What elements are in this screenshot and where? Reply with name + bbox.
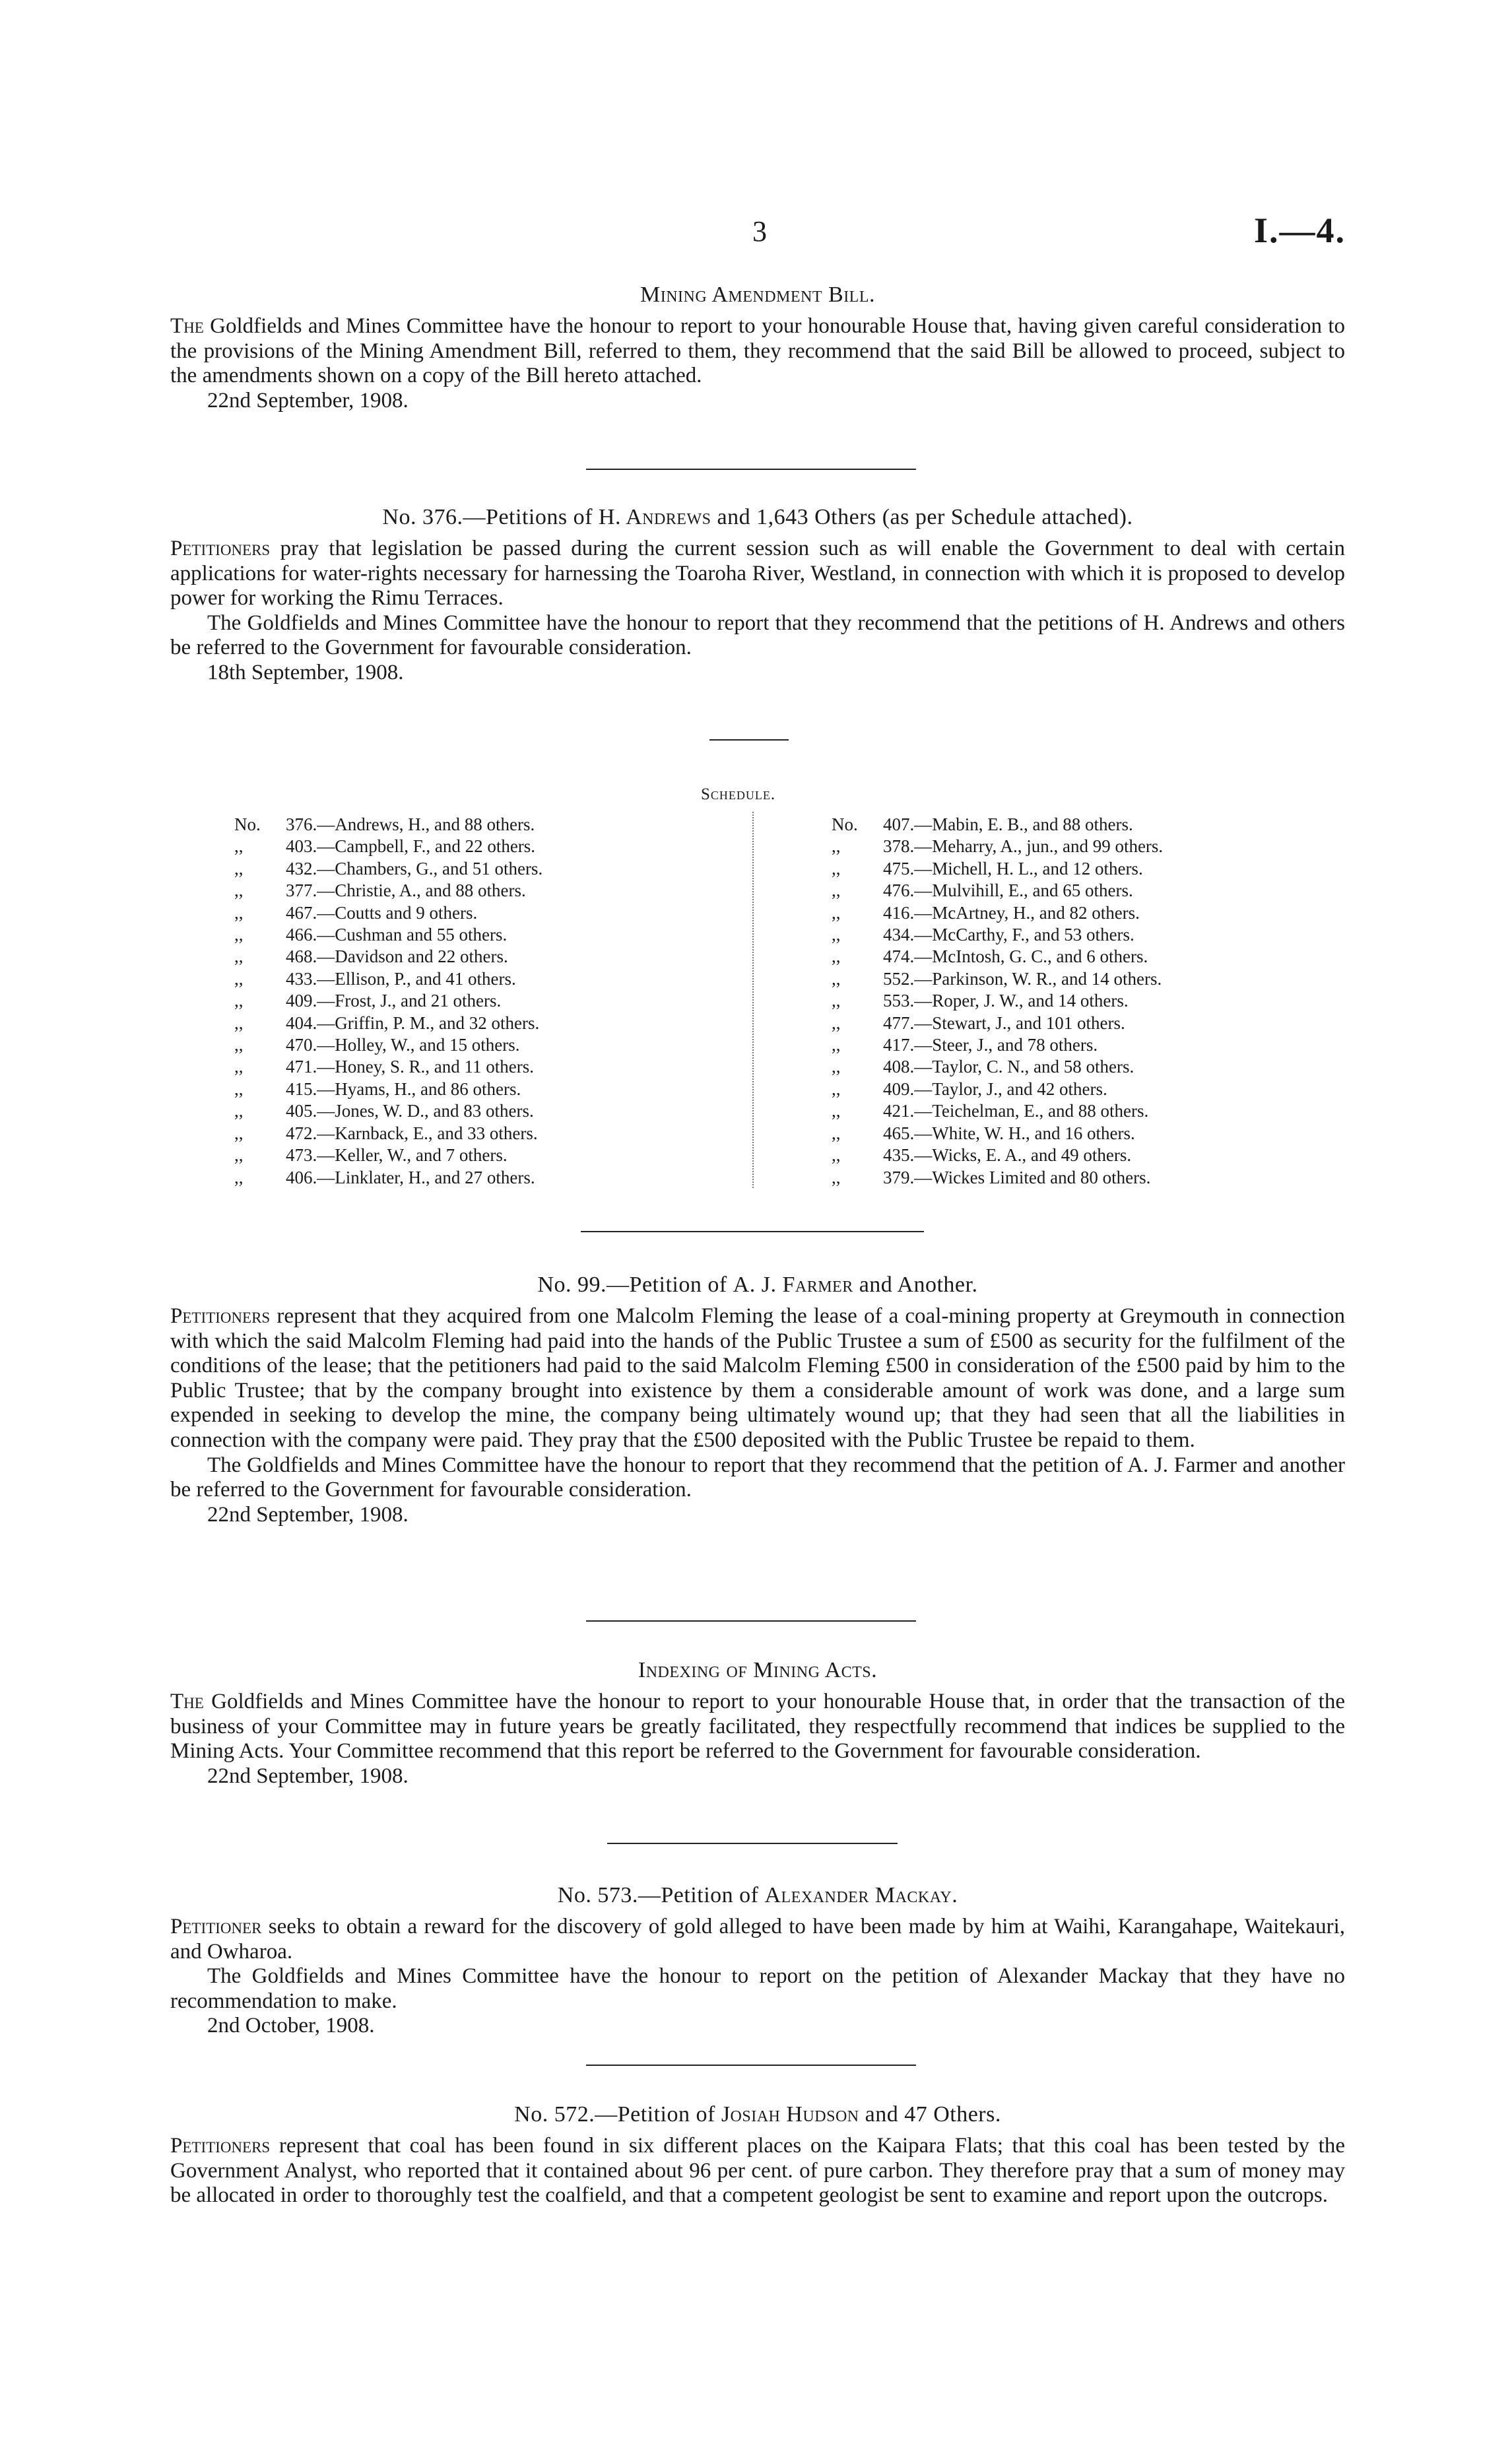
section-heading: Indexing of Mining Acts. bbox=[638, 1658, 878, 1682]
schedule-entry-prefix: ,, bbox=[832, 1101, 841, 1121]
page-number: 3 bbox=[752, 215, 767, 248]
schedule-entry bbox=[832, 814, 1163, 836]
heading-name: H. Andrews bbox=[598, 505, 711, 529]
section-heading bbox=[170, 1883, 1345, 1908]
heading-name: Alexander Mackay bbox=[764, 1883, 952, 1907]
schedule-entry bbox=[832, 1100, 1163, 1122]
schedule-entry bbox=[234, 1078, 542, 1100]
heading-suffix: and 1,643 Others (as per Schedule attached). bbox=[711, 505, 1133, 529]
schedule-entry-prefix: ,, bbox=[234, 1101, 244, 1121]
schedule-entry-text: 378.—Meharry, A., jun., and 99 others. bbox=[883, 836, 1164, 857]
section-body bbox=[170, 537, 1345, 611]
schedule-entry bbox=[832, 902, 1163, 924]
schedule-left-column bbox=[234, 814, 542, 1189]
schedule-entry bbox=[234, 1012, 542, 1034]
body-text: represent that they acquired from one Malcolm Fleming the lease of a coal-mining property at Greymouth in connection with which the said Malcolm Fleming had paid into the hands of the Public Trustee a sum of £500 as security for the fulfilment of the conditions of the lease; that the petitioners had paid to the said Malcolm Fleming £500 in consideration of the £500 paid by him to the Public Trustee; that by the company brought into existence by them a considerable amount of work was done, and a large sum expended in seeking to develop the mine, the company being ultimately wound up; that they had seen that all the liabilities in connection with the company were paid. They pray that the £500 deposited with the Public Trustee be repaid to them. bbox=[170, 1304, 1345, 1452]
schedule-entry-text: 474.—McIntosh, G. C., and 6 others. bbox=[883, 946, 1148, 967]
section-date: 2nd October, 1908. bbox=[207, 2014, 375, 2038]
section-date: 22nd September, 1908. bbox=[207, 1764, 409, 1788]
section-body bbox=[170, 1690, 1345, 1764]
section-heading bbox=[170, 1273, 1345, 1298]
schedule-entry-prefix: ,, bbox=[832, 946, 841, 967]
body-text: Goldfields and Mines Committee have the honour to report to your honourable House that, having given careful consideration to the provisions of the Mining Amendment Bill, referred to them, they recommend that the said Bill be allowed to proceed, subject to the amendments shown on a copy of the Bill hereto attached. bbox=[170, 314, 1345, 388]
schedule-entry-prefix: ,, bbox=[234, 1035, 244, 1055]
schedule-entry-prefix: ,, bbox=[832, 1123, 841, 1143]
schedule-entry-prefix: No. bbox=[234, 814, 261, 834]
heading-name: A. J. Farmer bbox=[733, 1273, 853, 1297]
schedule-entry-prefix: ,, bbox=[234, 836, 244, 857]
section-petition-573 bbox=[170, 1883, 1345, 2039]
section-body bbox=[170, 1915, 1345, 1964]
schedule-entry-text: 470.—Holley, W., and 15 others. bbox=[286, 1035, 520, 1055]
lead-word: Petitioners bbox=[170, 537, 271, 560]
schedule-entry bbox=[234, 814, 542, 836]
schedule-entry-text: 377.—Christie, A., and 88 others. bbox=[286, 880, 526, 901]
schedule-entry-prefix: ,, bbox=[234, 1145, 244, 1166]
schedule-entry bbox=[832, 1123, 1163, 1144]
schedule-entry bbox=[234, 1034, 542, 1056]
schedule-entry bbox=[832, 968, 1163, 990]
schedule-entry-prefix: ,, bbox=[832, 902, 841, 923]
schedule-entry-text: 408.—Taylor, C. N., and 58 others. bbox=[883, 1057, 1134, 1077]
divider bbox=[586, 469, 916, 470]
section-petition-376 bbox=[170, 505, 1345, 686]
schedule-entry-prefix: ,, bbox=[832, 925, 841, 945]
schedule-entry-text: 467.—Coutts and 9 others. bbox=[286, 902, 478, 923]
schedule-entry-text: 379.—Wickes Limited and 80 others. bbox=[883, 1167, 1151, 1187]
schedule-entry-prefix: ,, bbox=[234, 1078, 244, 1099]
schedule-entry-text: 405.—Jones, W. D., and 83 others. bbox=[286, 1101, 534, 1121]
schedule-entry-prefix: ,, bbox=[832, 991, 841, 1011]
lead-word: The bbox=[170, 314, 204, 338]
schedule-entry bbox=[234, 1167, 542, 1189]
schedule-entry-prefix: ,, bbox=[234, 925, 244, 945]
schedule-entry-prefix: No. bbox=[832, 814, 858, 834]
schedule-entry-prefix: ,, bbox=[832, 836, 841, 857]
schedule-entry-text: 477.—Stewart, J., and 101 others. bbox=[883, 1012, 1125, 1033]
schedule-entry bbox=[832, 1012, 1163, 1034]
schedule-entry-prefix: ,, bbox=[234, 880, 244, 901]
lead-word: Petitioners bbox=[170, 1304, 271, 1328]
schedule-entry-text: 473.—Keller, W., and 7 others. bbox=[286, 1145, 508, 1166]
schedule-entry-prefix: ,, bbox=[832, 880, 841, 901]
schedule-entry bbox=[234, 858, 542, 880]
section-heading bbox=[170, 505, 1345, 530]
heading-prefix: No. 99.—Petition of bbox=[537, 1273, 733, 1297]
schedule-entry-text: 435.—Wicks, E. A., and 49 others. bbox=[883, 1145, 1132, 1166]
schedule-right-column bbox=[832, 814, 1163, 1189]
schedule-entry bbox=[234, 1056, 542, 1078]
schedule-entry-prefix: ,, bbox=[832, 1145, 841, 1166]
body-text: represent that coal has been found in six different places on the Kaipara Flats; that this coal has been tested by the Government Analyst, who reported that it contained about 96 per cent. of pure carbon. They therefore pray that a sum of money may be allocated in order to thoroughly test the coalfield, and that a competent geologist be sent to examine and report upon the outcrops. bbox=[170, 2134, 1345, 2208]
heading-prefix: No. 376.—Petitions of bbox=[382, 505, 599, 529]
schedule-entry-prefix: ,, bbox=[234, 968, 244, 989]
schedule-entry-prefix: ,, bbox=[234, 1012, 244, 1033]
schedule-entry-prefix: ,, bbox=[832, 968, 841, 989]
page-reference: I.—4. bbox=[1254, 211, 1346, 250]
section-heading: Mining Amendment Bill. bbox=[640, 282, 876, 307]
schedule-entry bbox=[832, 1034, 1163, 1056]
schedule-entry bbox=[234, 990, 542, 1012]
schedule-entry-text: 466.—Cushman and 55 others. bbox=[286, 925, 508, 945]
schedule-entry-text: 403.—Campbell, F., and 22 others. bbox=[286, 836, 536, 857]
schedule-entry bbox=[832, 836, 1163, 857]
lead-word: Petitioner bbox=[170, 1915, 262, 1938]
section-petition-572 bbox=[170, 2102, 1345, 2208]
schedule-entry bbox=[234, 1123, 542, 1144]
schedule-entry bbox=[234, 902, 542, 924]
schedule-entry-text: 468.—Davidson and 22 others. bbox=[286, 946, 508, 967]
divider bbox=[586, 1620, 916, 1622]
schedule-entry-text: 471.—Honey, S. R., and 11 others. bbox=[286, 1057, 534, 1077]
schedule-entry-prefix: ,, bbox=[832, 1012, 841, 1033]
schedule-entry bbox=[832, 1167, 1163, 1189]
schedule-entry-text: 433.—Ellison, P., and 41 others. bbox=[286, 968, 516, 989]
schedule-entry bbox=[832, 858, 1163, 880]
schedule-entry bbox=[832, 1056, 1163, 1078]
schedule-entry-prefix: ,, bbox=[832, 1057, 841, 1077]
committee-report: The Goldfields and Mines Committee have the honour to report on the petition of Alexander Mackay that they have no recommendation to make. bbox=[170, 1964, 1345, 2013]
schedule-entry-text: 472.—Karnback, E., and 33 others. bbox=[286, 1123, 538, 1143]
section-heading bbox=[170, 2102, 1345, 2127]
section-indexing bbox=[170, 1658, 1345, 1789]
schedule-entry bbox=[832, 924, 1163, 946]
lead-word: The bbox=[170, 1690, 204, 1713]
lead-word: Petitioners bbox=[170, 2134, 271, 2158]
schedule-entry bbox=[832, 1078, 1163, 1100]
heading-suffix: and 47 Others. bbox=[859, 2102, 1001, 2127]
schedule-entry-text: 407.—Mabin, E. B., and 88 others. bbox=[883, 814, 1133, 834]
schedule-entry bbox=[234, 924, 542, 946]
schedule-entry-text: 553.—Roper, J. W., and 14 others. bbox=[883, 991, 1129, 1011]
schedule-entry bbox=[234, 946, 542, 968]
body-text: Goldfields and Mines Committee have the honour to report to your honourable House that, in order that the transaction of the business of your Committee may in future years be greatly facilitated, they respectfully recommend that indices be supplied to the Mining Acts. Your Committee recommend that this report be referred to the Government for favourable consideration. bbox=[170, 1690, 1345, 1764]
schedule-entry bbox=[234, 1144, 542, 1166]
schedule-entry bbox=[234, 968, 542, 990]
committee-report: The Goldfields and Mines Committee have the honour to report that they recommend that the petitions of H. Andrews and others be referred to the Government for favourable consideration. bbox=[170, 611, 1345, 660]
schedule-entry bbox=[234, 880, 542, 902]
schedule-entry-text: 416.—McArtney, H., and 82 others. bbox=[883, 902, 1140, 923]
section-petition-99 bbox=[170, 1273, 1345, 1527]
schedule-entry-text: 406.—Linklater, H., and 27 others. bbox=[286, 1167, 535, 1187]
schedule-entry bbox=[832, 1144, 1163, 1166]
schedule-entry-prefix: ,, bbox=[234, 1167, 244, 1187]
schedule-entry-prefix: ,, bbox=[234, 858, 244, 878]
schedule-column-divider bbox=[752, 812, 754, 1188]
schedule-entry-text: 476.—Mulvihill, E., and 65 others. bbox=[883, 880, 1133, 901]
heading-name: Josiah Hudson bbox=[721, 2102, 859, 2127]
schedule-entry bbox=[234, 836, 542, 857]
schedule-entry-text: 434.—McCarthy, F., and 53 others. bbox=[883, 925, 1134, 945]
schedule-entry bbox=[234, 1100, 542, 1122]
body-text: pray that legislation be passed during the current session such as will enable the Government to deal with certain applications for water-rights necessary for harnessing the Toaroha River, Westland, in connection with which it is proposed to develop power for working the Rimu Terraces. bbox=[170, 537, 1345, 611]
heading-suffix: . bbox=[952, 1883, 958, 1907]
schedule-entry-text: 404.—Griffin, P. M., and 32 others. bbox=[286, 1012, 540, 1033]
section-date: 22nd September, 1908. bbox=[207, 388, 409, 413]
schedule-entry bbox=[832, 880, 1163, 902]
section-body bbox=[170, 2134, 1345, 2208]
schedule-entry-text: 376.—Andrews, H., and 88 others. bbox=[286, 814, 535, 834]
schedule-entry-text: 475.—Michell, H. L., and 12 others. bbox=[883, 858, 1143, 878]
schedule-entry-prefix: ,, bbox=[832, 1035, 841, 1055]
schedule-entry-prefix: ,, bbox=[234, 1123, 244, 1143]
schedule-entry-text: 409.—Taylor, J., and 42 others. bbox=[883, 1078, 1107, 1099]
schedule-entry-text: 465.—White, W. H., and 16 others. bbox=[883, 1123, 1135, 1143]
section-date: 22nd September, 1908. bbox=[207, 1502, 409, 1527]
schedule-title: Schedule. bbox=[701, 785, 776, 803]
schedule-entry-text: 415.—Hyams, H., and 86 others. bbox=[286, 1078, 521, 1099]
schedule-entry-prefix: ,, bbox=[832, 1167, 841, 1187]
schedule-entry-text: 417.—Steer, J., and 78 others. bbox=[883, 1035, 1098, 1055]
schedule-entry-prefix: ,, bbox=[234, 1057, 244, 1077]
section-body bbox=[170, 314, 1345, 389]
heading-prefix: No. 573.—Petition of bbox=[557, 1883, 765, 1907]
divider bbox=[586, 2065, 916, 2066]
body-text: seeks to obtain a reward for the discovery of gold alleged to have been made by him at Waihi, Karangahape, Waitekauri, and Owharoa. bbox=[170, 1915, 1345, 1964]
section-body bbox=[170, 1304, 1345, 1453]
schedule-entry-text: 432.—Chambers, G., and 51 others. bbox=[286, 858, 543, 878]
schedule-entry-text: 421.—Teichelman, E., and 88 others. bbox=[883, 1101, 1149, 1121]
divider bbox=[607, 1843, 898, 1844]
schedule-entry bbox=[832, 990, 1163, 1012]
schedule-entry bbox=[832, 946, 1163, 968]
schedule-entry-prefix: ,, bbox=[832, 1078, 841, 1099]
section-mining-amendment bbox=[170, 282, 1345, 413]
heading-suffix: and Another. bbox=[853, 1273, 978, 1297]
schedule-entry-prefix: ,, bbox=[234, 946, 244, 967]
schedule-entry-prefix: ,, bbox=[832, 858, 841, 878]
schedule-entry-text: 552.—Parkinson, W. R., and 14 others. bbox=[883, 968, 1162, 989]
schedule-entry-prefix: ,, bbox=[234, 902, 244, 923]
committee-report: The Goldfields and Mines Committee have the honour to report that they recommend that the petition of A. J. Farmer and another be referred to the Government for favourable consideration. bbox=[170, 1453, 1345, 1502]
heading-prefix: No. 572.—Petition of bbox=[514, 2102, 721, 2127]
short-divider bbox=[709, 739, 789, 741]
section-date: 18th September, 1908. bbox=[207, 660, 404, 684]
schedule-entry-text: 409.—Frost, J., and 21 others. bbox=[286, 991, 502, 1011]
schedule-entry-prefix: ,, bbox=[234, 991, 244, 1011]
divider bbox=[581, 1231, 924, 1232]
